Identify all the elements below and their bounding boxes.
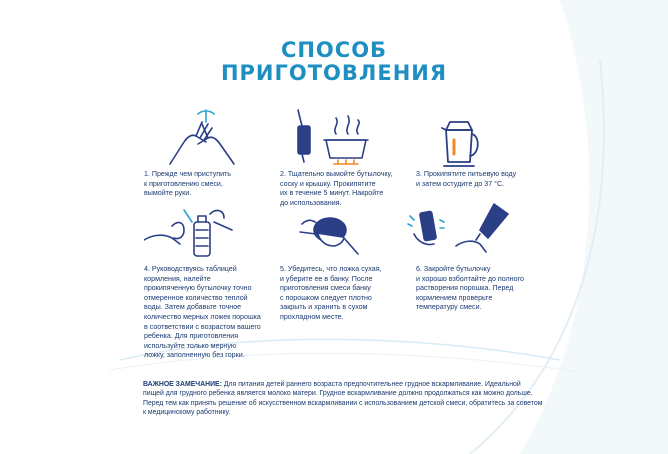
bottle-brush-boiling-pot-icon xyxy=(288,106,378,168)
pouring-water-bottle-icon xyxy=(144,200,234,262)
step-1-text: 1. Прежде чем приступить к приготовлению смеси, вымойте руки. xyxy=(144,170,232,198)
measuring-scoop-icon xyxy=(298,204,368,264)
important-note xyxy=(143,380,543,417)
step-6-text: 6. Закройте бутылочку и хорошо взболтайте до полного растворения порошка. Перед кормлением проверьте температуру смеси. xyxy=(416,265,524,312)
important-note-text: Для питания детей раннего возраста предпочтительнее грудное вскармливание. Идеальной пищей для грудного ребенка является молоко матери. Грудное вскармливание должно продолжаться как можно дольше. Перед тем как принять решение об искусственном вскармливании с использованием детской смеси, обратитесь за советом к медицинскому работнику. xyxy=(143,381,543,416)
important-note-label: ВАЖНОЕ ЗАМЕЧАНИЕ: xyxy=(143,381,222,388)
step-4-text: 4. Руководствуясь таблицей кормления, налейте прокипяченную бутылочку точно отмеренное количество теплой воды. Затем добавьте точное количество мерных ложек порошка в соответствии с возрастом вашего ребенка. Для приготовления используйте только мерную ложку, заполненную без горки. xyxy=(144,265,261,360)
shake-bottle-check-temperature-icon xyxy=(404,200,514,260)
page-title-line-2: ПРИГОТОВЛЕНИЯ xyxy=(220,61,448,85)
hand-washing-icon xyxy=(162,104,242,166)
step-2-text: 2. Тщательно вымойте бутылочку, соску и крышку. Прокипятите их в течение 5 минут. Накройте до использования. xyxy=(280,170,393,207)
page-title-line-1: СПОСОБ xyxy=(280,38,388,62)
step-5-text: 5. Убедитесь, что ложка сухая, и уберите ее в банку. После приготовления смеси банку с порошком следует плотно закрыть и хранить в сухом прохладном месте. xyxy=(280,265,382,321)
electric-kettle-icon xyxy=(434,110,484,172)
step-3-text: 3. Прокипятите питьевую воду и затем остудите до 37 °С. xyxy=(416,170,517,188)
